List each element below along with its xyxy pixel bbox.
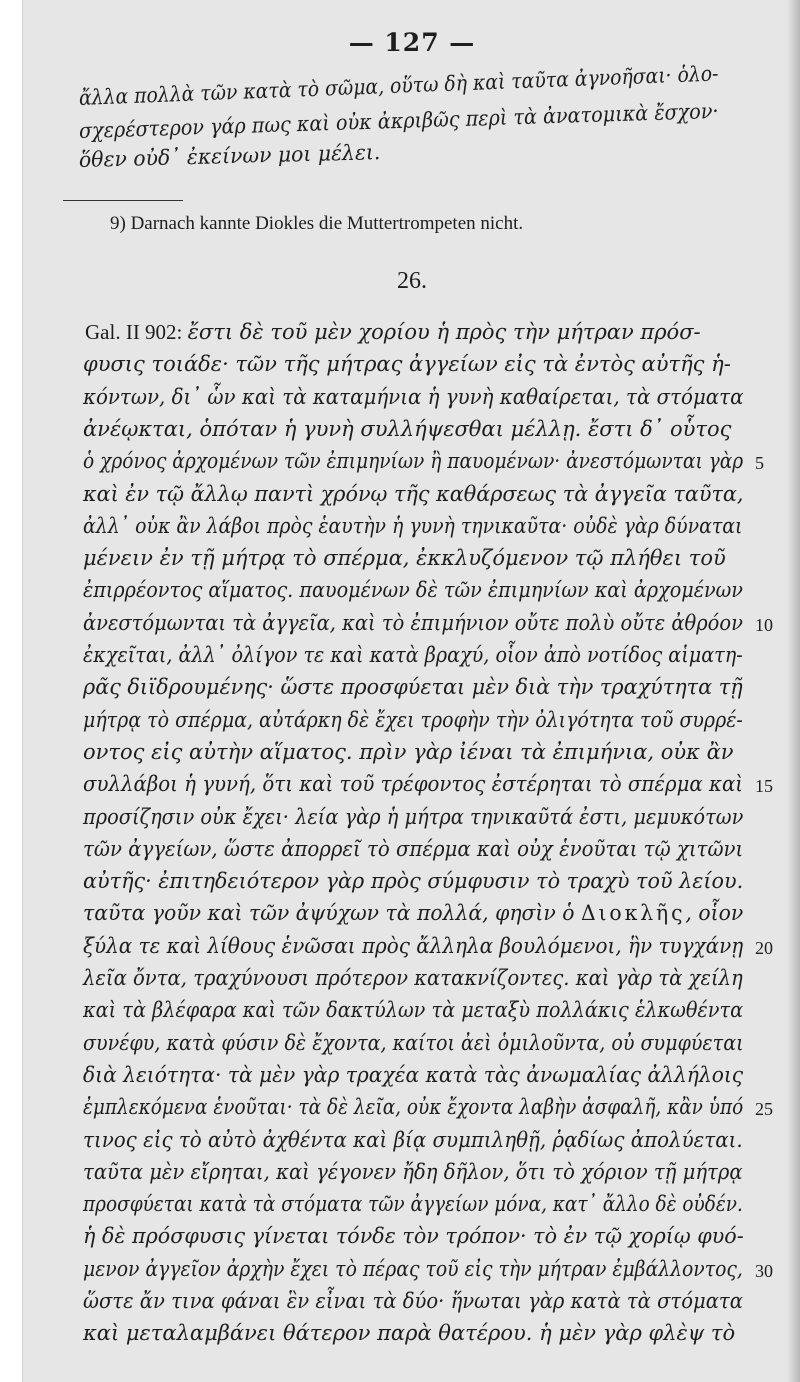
line-number: 5 — [755, 453, 764, 474]
line-text: ἀλλ᾽ οὐκ ἂν λάβοι πρὸς ἑαυτὴν ἡ γυνὴ τηνικαῦτα· οὐδὲ γὰρ δύναται — [83, 513, 743, 538]
line-text: μενον ἀγγεῖον ἀρχὴν ἔχει τὸ πέρας τοῦ εἰς τὴν μήτραν ἐμβάλλοντος, — [83, 1256, 743, 1281]
line-text: ἐμπλεκόμενα ἑνοῦται· τὰ δὲ λεῖα, οὐκ ἔχοντα λαβὴν ἀσφαλῆ, κἂν ὑπό — [83, 1095, 744, 1120]
author-name: Διοκλῆς — [580, 901, 686, 926]
line-text: προσφύεται κατὰ τὰ στόματα τῶν ἀγγείων μόνα, κατ᾽ ἄλλο δὲ οὐδέν. — [83, 1192, 743, 1217]
footnote-rule — [63, 200, 183, 201]
text-line — [83, 675, 743, 700]
text-line — [85, 322, 745, 343]
line-text: οντος εἰς αὐτὴν αἵματος. πρὶν γὰρ ἰέναι τὰ ἐπιμήνια, οὐκ ἂν — [83, 739, 734, 764]
text-line — [83, 1159, 743, 1184]
line-text: τῶν ἀγγείων, ὥστε ἀπορρεῖ τὸ σπέρμα καὶ οὐχ ἑνοῦται τῷ χιτῶνι — [83, 836, 744, 861]
text-line — [83, 933, 744, 958]
line-text: αὐτῆς· ἐπιτηδειότερον γὰρ πρὸς σύμφυσιν τὸ τραχὺ τοῦ λείου. — [83, 869, 744, 894]
text-line — [83, 384, 744, 409]
line-text: διὰ λειότητα· τὰ μὲν γὰρ τραχέα κατὰ τὰς ἀνωμαλίας ἀλλήλοις — [83, 1062, 744, 1087]
source-reference: Gal. II 902: — [85, 320, 188, 344]
text-line — [83, 804, 744, 829]
page-number: — 127 — — [348, 28, 476, 57]
line-text: μένειν ἐν τῇ μήτρᾳ τὸ σπέρμα, ἐκκλυζόμενον τῷ πλήθει τοῦ — [83, 546, 726, 571]
line-text: , οἷον — [685, 901, 744, 926]
text-line — [83, 449, 744, 474]
line-text: ταῦτα γοῦν καὶ τῶν ἀψύχων τὰ πολλά, φησὶν ὁ — [83, 901, 581, 926]
line-text: ἐκχεῖται, ἀλλ᾽ ὀλίγον τε καὶ κατὰ βραχύ, οἷον ἀπὸ νοτίδος αἱματη- — [83, 643, 743, 667]
line-text: κόντων, δι᾽ ὧν καὶ τὰ καταμήνια ἡ γυνὴ καθαίρεται, τὰ στόματα — [83, 384, 744, 409]
line-text: ρᾶς διϊδρουμένης· ὥστε προσφύεται μὲν διὰ τὴν τραχύτητα τῇ — [83, 675, 743, 700]
text-line — [83, 836, 744, 861]
text-line — [83, 1030, 744, 1055]
intro-line: ἄλλα πολλὰ τῶν κατὰ τὸ σῶμα, οὕτω δὴ καὶ ταῦτα ἀγνοῆσαι· ὁλο- — [78, 61, 719, 110]
line-text: ἀνεστόμωνται τὰ ἀγγεῖα, καὶ τὸ ἐπιμήνιον οὔτε πολὺ οὔτε ἀθρόον — [83, 610, 743, 635]
text-line — [83, 869, 744, 894]
footnote: 9) Darnach kannte Diokles die Muttertrompeten nicht. — [110, 213, 524, 234]
intro-line: σχερέστερον γάρ πως καὶ οὐκ ἀκριβῶς περὶ τὰ ἀνατομικὰ ἔσχον· — [78, 98, 719, 143]
section-number: 26. — [397, 268, 427, 294]
text-line — [83, 643, 743, 667]
text-line — [83, 1127, 743, 1152]
line-number: 30 — [755, 1260, 773, 1281]
text-line — [83, 354, 743, 375]
line-text: ταῦτα μὲν εἴρηται, καὶ γέγονεν ἤδη δῆλον, ὅτι τὸ χόριον τῇ μήτρᾳ — [83, 1159, 743, 1184]
line-text: καὶ ἐν τῷ ἄλλῳ παντὶ χρόνῳ τῆς καθάρσεως τὰ ἀγγεῖα ταῦτα, — [83, 481, 744, 506]
text-line — [83, 707, 743, 732]
line-text: ὁ χρόνος ἀρχομένων τῶν ἐπιμηνίων ἢ παυομένων· ἀνεστόμωνται γὰρ — [83, 449, 744, 474]
line-text: ἡ δὲ πρόσφυσις γίνεται τόνδε τὸν τρόπον· τὸ ἐν τῷ χορίῳ φυό- — [83, 1224, 744, 1249]
line-text: ξύλα τε καὶ λίθους ἑνῶσαι πρὸς ἄλληλα βουλόμενοι, ἣν τυγχάνῃ — [83, 933, 744, 958]
text-line — [83, 1095, 744, 1120]
text-line — [83, 739, 743, 764]
line-text: ἐπιρρέοντος αἵματος. παυομένων δὲ τῶν ἐπιμηνίων καὶ ἀρχομένων — [83, 578, 743, 603]
text-line — [83, 481, 744, 506]
page-edge-shadow — [787, 0, 800, 1382]
text-line — [83, 772, 744, 797]
line-text: καὶ τὰ βλέφαρα καὶ τῶν δακτύλων τὰ μεταξὺ πολλάκις ἑλκωθέντα — [83, 998, 744, 1023]
text-line — [83, 610, 743, 635]
text-line — [83, 578, 743, 603]
text-line — [83, 901, 744, 926]
text-line — [83, 966, 743, 990]
line-number: 10 — [755, 614, 773, 635]
line-text: συνέφυ, κατὰ φύσιν δὲ ἔχοντα, καίτοι ἀεὶ ὁμιλοῦντα, οὐ συμφύεται — [83, 1030, 744, 1055]
text-line — [83, 416, 743, 441]
book-page — [22, 0, 800, 1382]
text-line — [83, 1062, 744, 1087]
text-line — [83, 998, 744, 1023]
intro-line: ὅθεν οὐδ᾽ ἐκείνων μοι μέλει. — [78, 140, 381, 172]
text-line — [83, 1192, 743, 1217]
line-text: φυσις τοιάδε· τῶν τῆς μήτρας ἀγγείων εἰς τὰ ἐντὸς αὐτῆς ἡ- — [83, 352, 731, 377]
line-text: τινος εἰς τὸ αὐτὸ ἀχθέντα καὶ βίᾳ συμπιληθῇ, ῥᾳδίως ἀπολύεται. — [83, 1127, 743, 1152]
text-line — [83, 513, 743, 538]
line-text: συλλάβοι ἡ γυνή, ὅτι καὶ τοῦ τρέφοντος ἐστέρηται τὸ σπέρμα καὶ — [83, 772, 744, 797]
text-line — [83, 1224, 744, 1249]
text-line — [83, 1323, 743, 1344]
line-number: 25 — [755, 1099, 773, 1120]
text-line — [83, 1256, 743, 1281]
line-text: μήτρᾳ τὸ σπέρμα, αὐτάρκη δὲ ἔχει τροφὴν τὴν ὀλιγότητα τοῦ συρρέ- — [83, 707, 743, 732]
text-line — [83, 1289, 743, 1313]
text-line — [83, 548, 743, 569]
line-text: καὶ μεταλαμβάνει θάτερον παρὰ θατέρου. ἡ μὲν γὰρ φλὲψ τὸ — [83, 1321, 736, 1346]
line-text: λεῖα ὄντα, τραχύνουσι πρότερον κατακνίζοντες. καὶ γὰρ τὰ χείλη — [83, 966, 743, 990]
line-text: ἀνέῳκται, ὁπόταν ἡ γυνὴ συλλήψεσθαι μέλλῃ. ἔστι δ᾽ οὗτος — [83, 416, 732, 441]
line-text: ἔστι δὲ τοῦ μὲν χορίου ἡ πρὸς τὴν μήτραν πρόσ- — [187, 320, 701, 344]
line-number: 20 — [755, 937, 773, 958]
line-number: 15 — [755, 776, 773, 797]
line-text: ὥστε ἄν τινα φάναι ἓν εἶναι τὰ δύο· ἥνωται γὰρ κατὰ τὰ στόματα — [83, 1289, 743, 1313]
line-text: προσίζησιν οὐκ ἔχει· λεία γὰρ ἡ μήτρα τηνικαῦτά ἐστι, μεμυκότων — [83, 804, 744, 829]
